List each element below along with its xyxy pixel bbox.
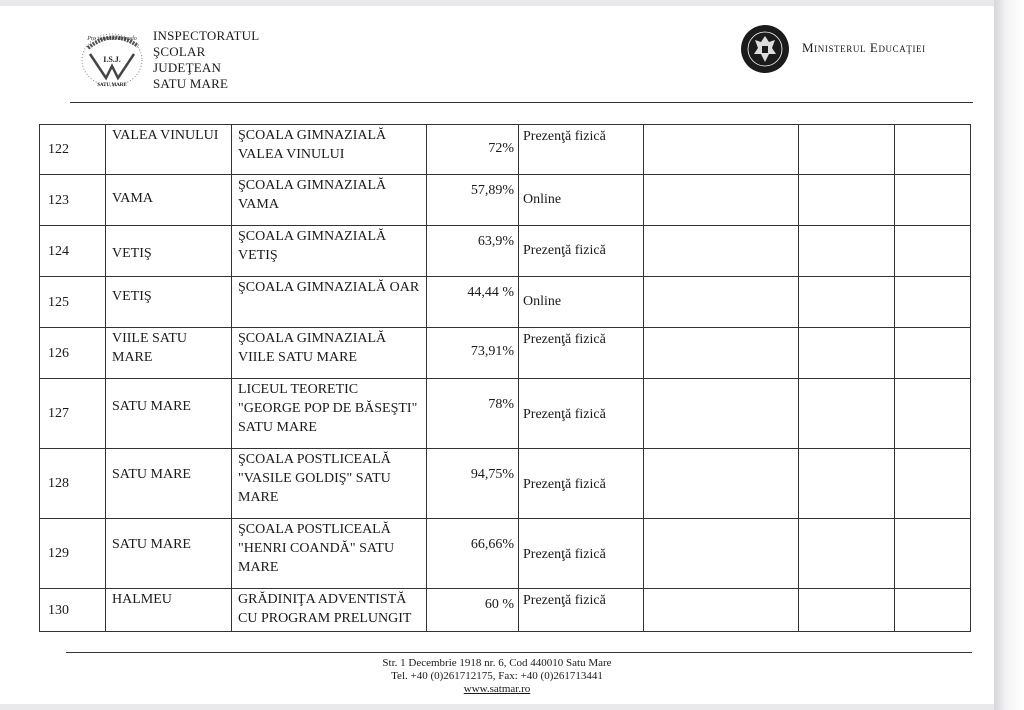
locality-cell: VETIŞ <box>106 226 232 277</box>
percent-cell: 57,89% <box>427 175 519 226</box>
empty-cell <box>799 277 895 328</box>
locality-cell: HALMEU <box>106 589 232 632</box>
isj-line: INSPECTORATUL <box>153 28 260 43</box>
mode-cell: Online <box>519 277 644 328</box>
empty-cell <box>895 519 971 589</box>
empty-cell <box>644 277 799 328</box>
empty-cell <box>895 589 971 632</box>
empty-cell <box>644 328 799 379</box>
percent-cell: 73,91% <box>427 328 519 379</box>
table-row <box>40 449 971 519</box>
empty-cell <box>644 226 799 277</box>
ministry-title: Ministerul Educaţiei <box>802 40 926 55</box>
coat-of-arms-icon <box>740 24 790 74</box>
percent-cell: 66,66% <box>427 519 519 589</box>
footer-website-link[interactable]: www.satmar.ro <box>463 683 531 695</box>
empty-cell <box>895 449 971 519</box>
table-row <box>40 226 971 277</box>
table-row <box>40 379 971 449</box>
empty-cell <box>644 519 799 589</box>
empty-cell <box>799 379 895 449</box>
isj-logo-top-text: Pro scientia et modo <box>87 36 137 42</box>
row-number: 130 <box>40 589 106 632</box>
table-row <box>40 589 971 632</box>
table-row <box>40 277 971 328</box>
locality-cell: VETIŞ <box>106 277 232 328</box>
school-cell: ŞCOALA GIMNAZIALĂ VETIŞ <box>232 226 427 277</box>
school-cell: ŞCOALA GIMNAZIALĂ VALEA VINULUI <box>232 125 427 175</box>
mode-cell: Prezenţă fizică <box>519 125 644 175</box>
mode-cell: Prezenţă fizică <box>519 519 644 589</box>
percent-cell: 78% <box>427 379 519 449</box>
empty-cell <box>644 125 799 175</box>
mode-cell: Prezenţă fizică <box>519 226 644 277</box>
percent-cell: 72% <box>427 125 519 175</box>
school-cell: ŞCOALA GIMNAZIALĂ VAMA <box>232 175 427 226</box>
school-cell: ŞCOALA GIMNAZIALĂ OAR <box>232 277 427 328</box>
mode-cell: Prezenţă fizică <box>519 379 644 449</box>
percent-cell: 94,75% <box>427 449 519 519</box>
row-number: 123 <box>40 175 106 226</box>
empty-cell <box>895 226 971 277</box>
row-number: 124 <box>40 226 106 277</box>
schools-table <box>39 124 971 632</box>
percent-cell: 60 % <box>427 589 519 632</box>
header-divider <box>70 102 973 103</box>
isj-logo-icon <box>76 26 148 90</box>
empty-cell <box>895 175 971 226</box>
empty-cell <box>799 589 895 632</box>
empty-cell <box>799 125 895 175</box>
locality-cell: SATU MARE <box>106 379 232 449</box>
empty-cell <box>799 519 895 589</box>
row-number: 122 <box>40 125 106 175</box>
row-number: 126 <box>40 328 106 379</box>
school-cell: ŞCOALA POSTLICEALĂ "HENRI COANDĂ" SATU MARE <box>232 519 427 589</box>
row-number: 127 <box>40 379 106 449</box>
footer-address: Str. 1 Decembrie 1918 nr. 6, Cod 440010 Satu Mare <box>382 657 612 669</box>
empty-cell <box>799 328 895 379</box>
isj-line: ŞCOLAR <box>153 44 206 59</box>
table-row <box>40 328 971 379</box>
mode-cell: Prezenţă fizică <box>519 328 644 379</box>
row-number: 129 <box>40 519 106 589</box>
isj-title <box>153 28 259 92</box>
mode-cell: Online <box>519 175 644 226</box>
empty-cell <box>644 449 799 519</box>
footer <box>0 657 994 696</box>
percent-cell: 63,9% <box>427 226 519 277</box>
page-edge <box>994 0 1024 710</box>
isj-logo-bottom-text: SATU MARE <box>97 83 127 88</box>
empty-cell <box>644 175 799 226</box>
footer-phone: Tel. +40 (0)261712175, Fax: +40 (0)261713441 <box>391 670 603 682</box>
table-row <box>40 519 971 589</box>
isj-line: SATU MARE <box>153 76 229 91</box>
isj-line: JUDEŢEAN <box>153 60 222 75</box>
locality-cell: VAMA <box>106 175 232 226</box>
table-row <box>40 125 971 175</box>
empty-cell <box>644 589 799 632</box>
footer-divider <box>66 652 972 653</box>
locality-cell: SATU MARE <box>106 519 232 589</box>
row-number: 125 <box>40 277 106 328</box>
mode-cell: Prezenţă fizică <box>519 589 644 632</box>
empty-cell <box>895 125 971 175</box>
school-cell: GRĂDINIŢA ADVENTISTĂ CU PROGRAM PRELUNGIT <box>232 589 427 632</box>
row-number: 128 <box>40 449 106 519</box>
empty-cell <box>799 226 895 277</box>
empty-cell <box>895 379 971 449</box>
locality-cell: VIILE SATU MARE <box>106 328 232 379</box>
empty-cell <box>644 379 799 449</box>
school-cell: LICEUL TEORETIC "GEORGE POP DE BĂSEŞTI" SATU MARE <box>232 379 427 449</box>
empty-cell <box>799 175 895 226</box>
school-cell: ŞCOALA POSTLICEALĂ "VASILE GOLDIŞ" SATU MARE <box>232 449 427 519</box>
empty-cell <box>895 328 971 379</box>
mode-cell: Prezenţă fizică <box>519 449 644 519</box>
locality-cell: SATU MARE <box>106 449 232 519</box>
school-cell: ŞCOALA GIMNAZIALĂ VIILE SATU MARE <box>232 328 427 379</box>
percent-cell: 44,44 % <box>427 277 519 328</box>
empty-cell <box>895 277 971 328</box>
table-row <box>40 175 971 226</box>
empty-cell <box>799 449 895 519</box>
isj-logo-middle-text: I.S.J. <box>103 55 121 64</box>
locality-cell: VALEA VINULUI <box>106 125 232 175</box>
